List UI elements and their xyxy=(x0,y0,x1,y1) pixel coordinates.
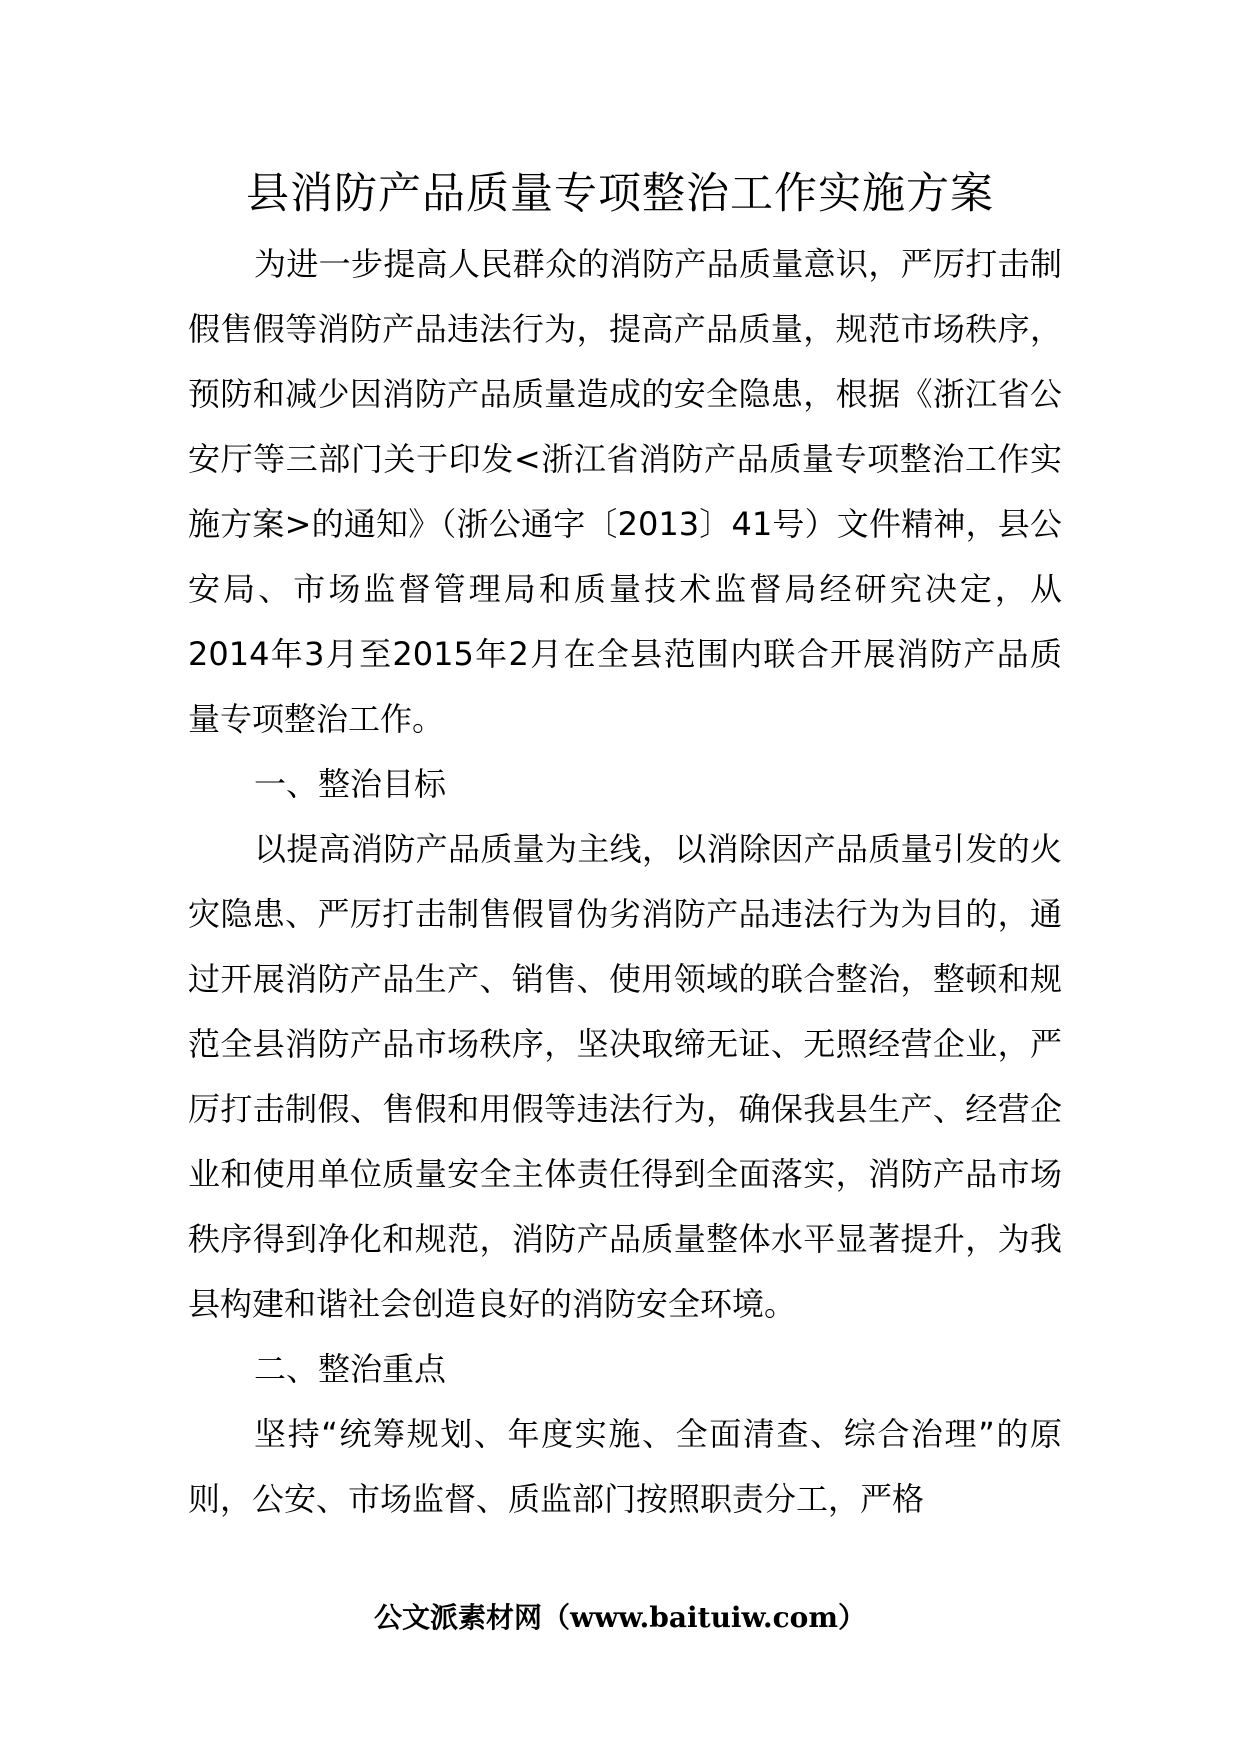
document-body xyxy=(188,232,1062,1532)
section-heading-focus: 二、整治重点 xyxy=(254,1350,447,1388)
footer-watermark: 公文派素材网（www.baituiw.com） xyxy=(374,1601,866,1634)
intro-paragraph: 为进一步提高人民群众的消防产品质量意识，严厉打击制假售假等消防产品违法行为，提高产品质量，规范市场秩序，预防和减少因消防产品质量造成的安全隐患，根据《浙江省公安厅等三部门关于印发<浙江省消防产品质量专项整治工作实施方案>的通知》（浙公通字〔2013〕41号）文件精神，县公安局、市场监督管理局和质量技术监督局经研究决定，从2014年3月至2015年2月在全县范围内联合开展消防产品质量专项整治工作。 xyxy=(188,245,1062,738)
section-body-goals: 以提高消防产品质量为主线，以消除因产品质量引发的火灾隐患、严厉打击制售假冒伪劣消防产品违法行为为目的，通过开展消防产品生产、销售、使用领域的联合整治，整顿和规范全县消防产品市场秩序，坚决取缔无证、无照经营企业，严厉打击制假、售假和用假等违法行为，确保我县生产、经营企业和使用单位质量安全主体责任得到全面落实，消防产品市场秩序得到净化和规范，消防产品质量整体水平显著提升，为我县构建和谐社会创造良好的消防安全环境。 xyxy=(188,830,1062,1323)
section-body-focus: 坚持“统筹规划、年度实施、全面清查、综合治理”的原则，公安、市场监督、质监部门按照职责分工，严格 xyxy=(188,1415,1062,1518)
page-title: 县消防产品质量专项整治工作实施方案 xyxy=(246,169,994,219)
section-heading-goals: 一、整治目标 xyxy=(254,765,447,803)
